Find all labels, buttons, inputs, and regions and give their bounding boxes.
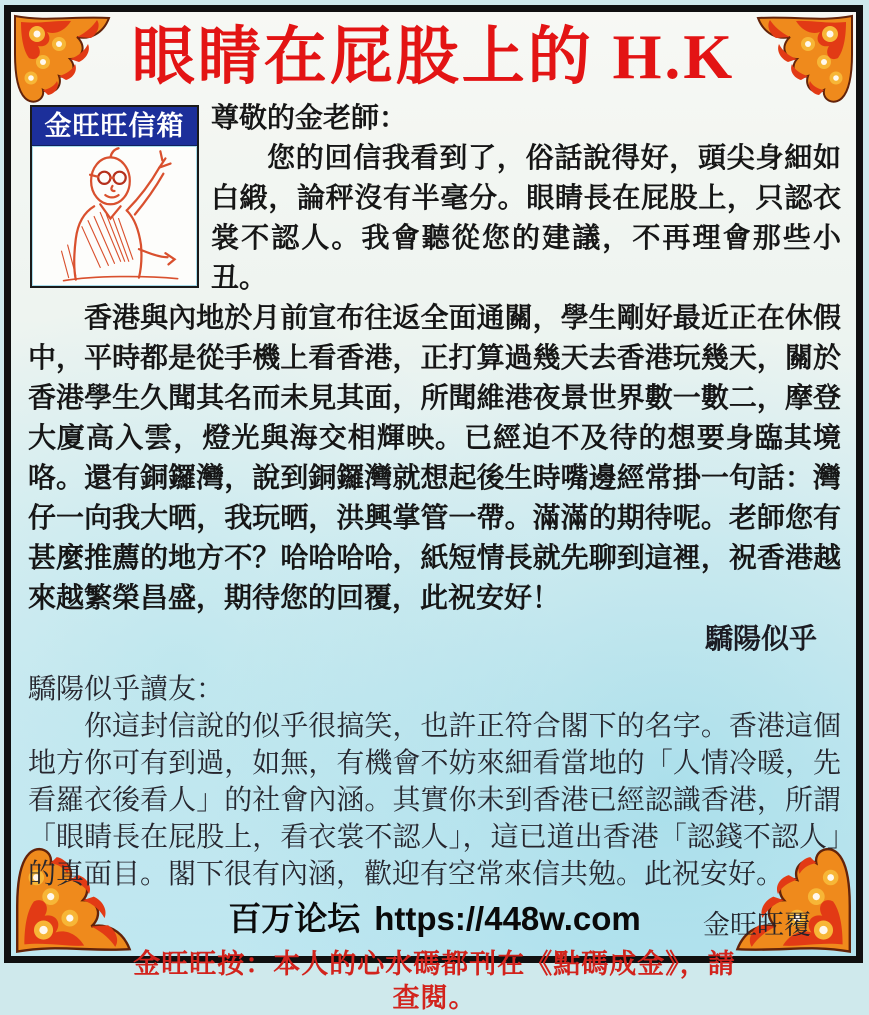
forum-name: 百万论坛 <box>228 899 361 937</box>
editor-reply <box>28 671 841 893</box>
letter-paragraph: 您的回信我看到了，俗話說得好，頭尖身細如白緞，論秤沒有半毫分。眼睛長在屁股上，只認衣裳不認人。我會聽從您的建議，不再理會那些小丑。 <box>211 142 841 294</box>
forum-banner[interactable] <box>228 898 641 940</box>
reply-paragraph: 你這封信說的似乎很搞笑，也許正符合閣下的名字。香港這個地方你可有到過，如無，有機會不妨來細看當地的「人情冷暖，先看羅衣後看人」的社會內涵。其實你未到香港已經認識香港，所謂「眼睛長在屁股上，看衣裳不認人」，這已道出香港「認錢不認人」的真面目。閣下很有內涵，歡迎有空常來信共勉。此祝安好。 <box>28 710 841 890</box>
letter-signature: 驕陽似乎 <box>704 623 817 655</box>
page-content <box>11 99 856 1015</box>
mailbox-box <box>30 105 199 288</box>
page-frame <box>4 5 863 1013</box>
page-title: 眼睛在屁股上的 H.K <box>131 22 736 92</box>
editor-note: 金旺旺按：本人的心水碼都刊在《點碼成金》，請查閱。 <box>133 948 736 1013</box>
pointing-man-illustration <box>32 146 197 286</box>
footer-banner-row <box>28 898 841 942</box>
reply-greeting: 驕陽似乎讀友： <box>28 673 225 705</box>
reply-signature: 金旺旺覆 <box>703 909 811 940</box>
letter-greeting: 尊敬的金老師： <box>211 102 408 134</box>
forum-url-link[interactable]: https://448w.com <box>374 899 641 937</box>
mailbox-title: 金旺旺信箱 <box>32 107 197 146</box>
letter-paragraph: 香港與內地於月前宣布往返全面通關，學生剛好最近正在休假中，平時都是從手機上看香港，正打算過幾天去香港玩幾天，關於香港學生久聞其名而未見其面，所聞維港夜景世界數一數二，摩登大廈高入雲，燈光與海交相輝映。已經迫不及待的想要身臨其境咯。還有銅鑼灣，說到銅鑼灣就想起後生時嘴邊經常掛一句話：灣仔一向我大晒，我玩晒，洪興掌管一帶。滿滿的期待呢。老師您有甚麼推薦的地方不？哈哈哈哈，紙短情長就先聊到這裡，祝香港越來越繁榮昌盛，期待您的回覆，此祝安好！ <box>28 302 841 614</box>
